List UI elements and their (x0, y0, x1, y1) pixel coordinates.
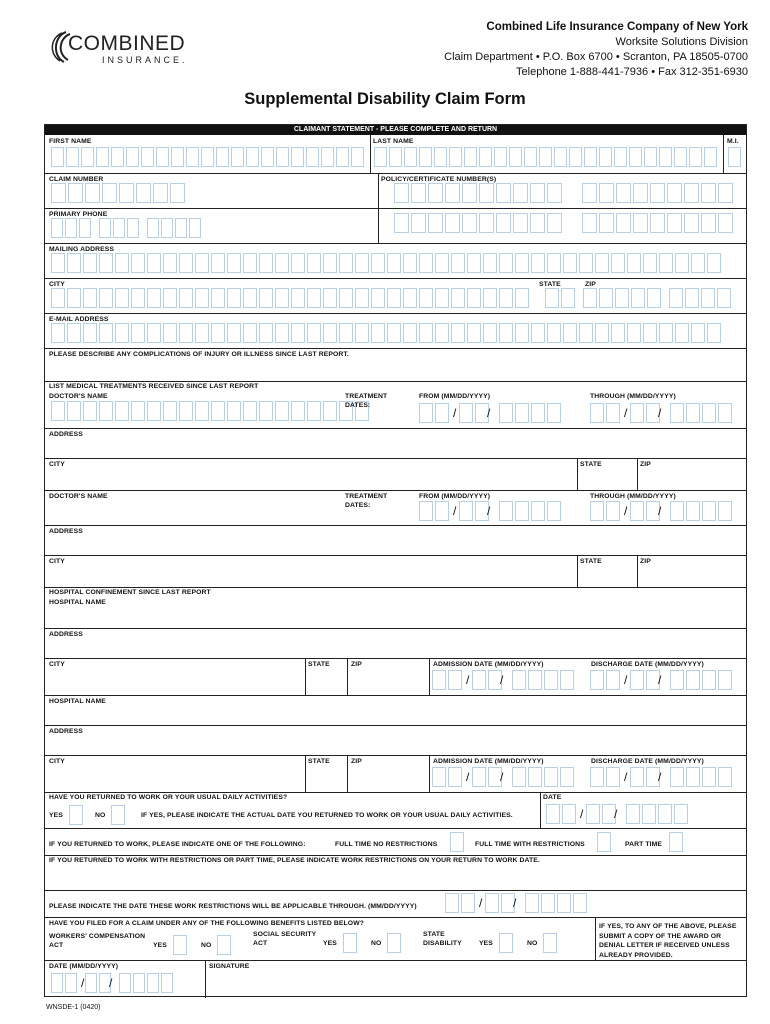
signature-label: SIGNATURE (209, 963, 250, 970)
section-header: CLAIMANT STATEMENT - PLEASE COMPLETE AND RETURN (45, 125, 746, 135)
admission-date-field-2[interactable] (432, 767, 576, 787)
date-slash: / (500, 673, 504, 687)
mailing-address-field[interactable] (51, 253, 723, 273)
zip-label-1: ZIP (640, 461, 651, 468)
full-time-with-checkbox[interactable] (597, 832, 613, 852)
doctor-name-field-1[interactable] (51, 401, 371, 421)
workers-comp-yes-checkbox[interactable] (173, 935, 189, 955)
zip-label: ZIP (585, 281, 596, 288)
hospital-state-label-1: STATE (308, 661, 330, 668)
policy-number-field-1[interactable] (394, 183, 564, 203)
through-date-field-1[interactable] (590, 403, 734, 423)
full-time-with-label: FULL TIME WITH RESTRICTIONS (475, 841, 585, 848)
social-security-no-checkbox[interactable] (387, 933, 403, 953)
logo-subtitle: INSURANCE. (102, 55, 188, 65)
company-phone: Telephone 1-888-441-7936 • Fax 312-351-6930 (516, 66, 748, 78)
policy-number-field-3[interactable] (394, 213, 564, 233)
date-slash: / (500, 770, 504, 784)
full-time-no-checkbox[interactable] (450, 832, 466, 852)
company-info (444, 20, 748, 80)
claim-form (44, 124, 747, 997)
returned-yes-label: YES (49, 812, 63, 819)
zip-label-2: ZIP (640, 558, 651, 565)
date-slash: / (580, 807, 584, 821)
discharge-date-label-1: DISCHARGE DATE (MM/DD/YYYY) (591, 661, 704, 668)
city-label-2: CITY (49, 558, 65, 565)
returned-yes-checkbox[interactable] (69, 805, 85, 825)
hospital-zip-label-1: ZIP (351, 661, 362, 668)
combined-logo (48, 28, 218, 72)
through-date-field-2[interactable] (590, 501, 734, 521)
if-returned-indicate-label: IF YOU RETURNED TO WORK, PLEASE INDICATE ONE OF THE FOLLOWING: (49, 841, 306, 848)
through-label-2: THROUGH (MM/DD/YYYY) (590, 493, 676, 500)
form-code: WNSDE-1 (0420) (46, 1004, 101, 1011)
city-field-1[interactable] (45, 468, 575, 488)
social-security-act-label: ACT (253, 940, 268, 947)
date-slash: / (624, 504, 628, 518)
address-field-1[interactable] (45, 438, 746, 458)
if-yes-actual-label: IF YES, PLEASE INDICATE THE ACTUAL DATE YOU RETURNED TO WORK OR YOUR USUAL DAILY ACTIVITIES. (141, 812, 513, 819)
zip-field[interactable] (583, 288, 733, 308)
state-disability-label: STATE (423, 931, 445, 938)
dates-label-2: DATES: (345, 502, 371, 509)
first-name-field[interactable] (51, 147, 366, 167)
date-slash: / (453, 504, 457, 518)
discharge-date-label-2: DISCHARGE DATE (MM/DD/YYYY) (591, 758, 704, 765)
returned-no-checkbox[interactable] (111, 805, 127, 825)
dates-label-1: DATES: (345, 402, 371, 409)
hospital-city-label-1: CITY (49, 661, 65, 668)
date-slash: / (487, 406, 491, 420)
primary-phone-label: PRIMARY PHONE (49, 211, 108, 218)
date-slash: / (624, 770, 628, 784)
hospital-name-label-2: HOSPITAL NAME (49, 698, 106, 705)
date-slash: / (466, 673, 470, 687)
hospital-address-label-1: ADDRESS (49, 631, 83, 638)
policy-number-label: POLICY/CERTIFICATE NUMBER(S) (381, 176, 497, 183)
complications-field[interactable] (45, 359, 746, 381)
policy-number-field-2[interactable] (582, 183, 735, 203)
signature-date-field[interactable] (51, 973, 175, 993)
state-field[interactable] (545, 288, 577, 308)
date-slash: / (658, 673, 662, 687)
state-disability-no-checkbox[interactable] (543, 933, 559, 953)
treatment-label-1: TREATMENT (345, 393, 388, 400)
date-slash: / (624, 673, 628, 687)
social-security-label: SOCIAL SECURITY (253, 931, 317, 938)
medical-treatments-label: LIST MEDICAL TREATMENTS RECEIVED SINCE LAST REPORT (49, 383, 259, 390)
full-time-no-label: FULL TIME NO RESTRICTIONS (335, 841, 438, 848)
hospital-zip-label-2: ZIP (351, 758, 362, 765)
date-slash: / (658, 406, 662, 420)
state-disability-yes-label: YES (479, 940, 493, 947)
date-slash: / (453, 406, 457, 420)
restrictions-through-label: PLEASE INDICATE THE DATE THESE WORK RESTRICTIONS WILL BE APPLICABLE THROUGH. (MM/DD/YYYY) (49, 903, 417, 910)
part-time-checkbox[interactable] (669, 832, 685, 852)
from-date-field-2[interactable] (419, 501, 563, 521)
address-field-2[interactable] (45, 535, 746, 555)
admission-date-label-2: ADMISSION DATE (MM/DD/YYYY) (433, 758, 544, 765)
company-name: Combined Life Insurance Company of New York (486, 21, 748, 33)
last-name-field[interactable] (374, 147, 719, 167)
benefits-question-label: HAVE YOU FILED FOR A CLAIM UNDER ANY OF THE FOLLOWING BENEFITS LISTED BELOW? (49, 920, 364, 927)
city-field[interactable] (51, 288, 531, 308)
from-label-2: FROM (MM/DD/YYYY) (419, 493, 491, 500)
email-field[interactable] (51, 323, 723, 343)
city-label: CITY (49, 281, 65, 288)
state-disability-2-label: DISABILITY (423, 940, 462, 947)
workers-comp-act-label: ACT (49, 942, 64, 949)
hospital-address-label-2: ADDRESS (49, 728, 83, 735)
hospital-city-label-2: CITY (49, 758, 65, 765)
date-slash: / (466, 770, 470, 784)
date-slash: / (487, 504, 491, 518)
last-name-label: LAST NAME (373, 138, 414, 145)
mi-field[interactable] (728, 147, 743, 167)
signature-field[interactable] (207, 971, 745, 997)
discharge-date-field-1[interactable] (590, 670, 734, 690)
address-label-1: ADDRESS (49, 431, 83, 438)
part-time-label: PART TIME (625, 841, 663, 848)
claim-number-field[interactable] (51, 183, 187, 203)
social-security-yes-checkbox[interactable] (343, 933, 359, 953)
email-label: E-MAIL ADDRESS (49, 316, 109, 323)
signature-date-label: DATE (MM/DD/YYYY) (49, 963, 119, 970)
logo-wordmark: COMBINED (68, 32, 186, 55)
date-slash: / (658, 504, 662, 518)
date-slash: / (658, 770, 662, 784)
policy-number-field-4[interactable] (582, 213, 735, 233)
from-label-1: FROM (MM/DD/YYYY) (419, 393, 491, 400)
claim-number-label: CLAIM NUMBER (49, 176, 104, 183)
form-title: Supplemental Disability Claim Form (244, 90, 526, 108)
from-date-field-1[interactable] (419, 403, 563, 423)
date-slash: / (624, 406, 628, 420)
date-slash: / (81, 976, 85, 990)
address-label-2: ADDRESS (49, 528, 83, 535)
restrictions-field[interactable] (45, 867, 746, 889)
doctor-name-label-2: DOCTOR'S NAME (49, 493, 108, 500)
treatment-label-2: TREATMENT (345, 493, 388, 500)
return-date-field[interactable] (546, 804, 690, 824)
workers-comp-label: WORKERS' COMPENSATION (49, 933, 146, 940)
workers-comp-yes-label: YES (153, 942, 167, 949)
mailing-address-label: MAILING ADDRESS (49, 246, 115, 253)
admission-date-label-1: ADMISSION DATE (MM/DD/YYYY) (433, 661, 544, 668)
company-division: Worksite Solutions Division (615, 36, 748, 48)
discharge-date-field-2[interactable] (590, 767, 734, 787)
social-security-no-label: NO (371, 940, 382, 947)
state-disability-no-label: NO (527, 940, 538, 947)
workers-comp-no-label: NO (201, 942, 212, 949)
date-slash: / (479, 896, 483, 910)
company-address: Claim Department • P.O. Box 6700 • Scranton, PA 18505-0700 (444, 51, 748, 63)
restrictions-text-label: IF YOU RETURNED TO WORK WITH RESTRICTIONS OR PART TIME, PLEASE INDICATE WORK RESTRICTIONS ON YOUR RETURN TO WORK DATE. (49, 857, 540, 864)
hospital-state-label-2: STATE (308, 758, 330, 765)
hospital-confinement-label: HOSPITAL CONFINEMENT SINCE LAST REPORT (49, 589, 211, 596)
returned-question-label: HAVE YOU RETURNED TO WORK OR YOUR USUAL DAILY ACTIVITIES? (49, 794, 288, 801)
city-label-1: CITY (49, 461, 65, 468)
state-label-2: STATE (580, 558, 602, 565)
admission-date-field-1[interactable] (432, 670, 576, 690)
state-label-1: STATE (580, 461, 602, 468)
return-date-label: DATE (543, 794, 562, 801)
returned-no-label: NO (95, 812, 106, 819)
date-slash: / (109, 976, 113, 990)
award-note: IF YES, TO ANY OF THE ABOVE, PLEASE SUBMIT A COPY OF THE AWARD OR DENIAL LETTER IF RECEIVED UNLESS ALREADY PROVIDED. (599, 923, 737, 959)
doctor-name-label-1: DOCTOR'S NAME (49, 393, 108, 400)
state-label: STATE (539, 281, 561, 288)
social-security-yes-label: YES (323, 940, 337, 947)
first-name-label: FIRST NAME (49, 138, 92, 145)
state-disability-yes-checkbox[interactable] (499, 933, 515, 953)
complications-label: PLEASE DESCRIBE ANY COMPLICATIONS OF INJURY OR ILLNESS SINCE LAST REPORT. (49, 351, 349, 358)
restrictions-through-date-field[interactable] (445, 893, 589, 913)
date-slash: / (513, 896, 517, 910)
through-label-1: THROUGH (MM/DD/YYYY) (590, 393, 676, 400)
hospital-name-label-1: HOSPITAL NAME (49, 599, 106, 606)
mi-label: M.I. (727, 138, 739, 145)
primary-phone-field[interactable] (51, 218, 203, 238)
workers-comp-no-checkbox[interactable] (217, 935, 233, 955)
date-slash: / (614, 807, 618, 821)
